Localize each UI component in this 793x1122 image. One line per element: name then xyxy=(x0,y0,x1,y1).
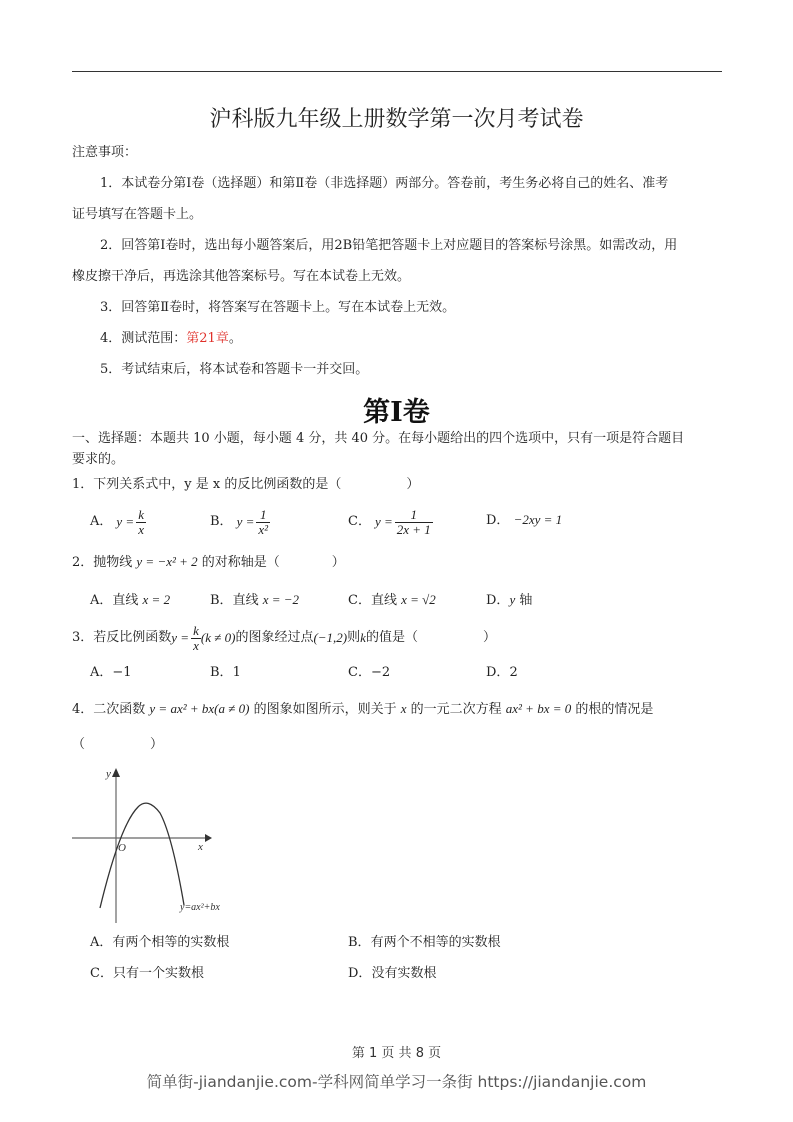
question-4-stem: 4．二次函数 y = ax² + bx(a ≠ 0) 的图象如图所示，则关于 x 的一元二次方程 ax² + bx = 0 的根的情况是 xyxy=(72,701,654,717)
option-expr: −2xy = 1 xyxy=(513,512,563,527)
question-1-option-a xyxy=(90,506,146,538)
notice-item-2-line1: 2．回答第Ⅰ卷时，选出每小题答案后，用2B铅笔把答题卡上对应题目的答案标号涂黑。如需改动，用 xyxy=(100,238,678,253)
option-lhs: y = xyxy=(374,514,393,529)
notice-item-5: 5．考试结束后，将本试卷和答题卡一并交回。 xyxy=(100,362,369,377)
notice-item-1-line2: 证号填写在答题卡上。 xyxy=(72,207,203,222)
question-2-option-c: C．直线 x = √2 xyxy=(348,592,436,608)
question-2-option-a: A．直线 x = 2 xyxy=(90,592,171,608)
question-4-option-b: B．有两个不相等的实数根 xyxy=(348,935,501,950)
question-2-option-b: B．直线 x = −2 xyxy=(210,592,300,608)
header-rule xyxy=(72,71,722,72)
notice-heading: 注意事项： xyxy=(72,145,138,160)
question-2-stem: 2．抛物线 y = −x² + 2 的对称轴是（ ） xyxy=(72,554,345,570)
parabola-figure xyxy=(60,755,260,930)
x-axis-label: x xyxy=(198,841,203,853)
notice-item-1-line1: 1．本试卷分第Ⅰ卷（选择题）和第Ⅱ卷（非选择题）两部分。答卷前，考生务必将自己的姓名、准考 xyxy=(100,176,669,191)
notice-item-4-suffix: 。 xyxy=(228,331,242,346)
question-4-option-a: A．有两个相等的实数根 xyxy=(90,935,230,950)
question-4-stem-line2: （ ） xyxy=(72,737,164,752)
option-lhs: y = xyxy=(236,514,255,529)
question-1-stem: 1．下列关系式中，y 是 x 的反比例函数的是（ ） xyxy=(72,477,420,492)
question-1-option-b xyxy=(210,506,270,538)
section-intro-line2: 要求的。 xyxy=(72,452,125,467)
watermark: 简单街-jiandanjie.com-学科网简单学习一条街 https://jiandanjie.com xyxy=(146,1073,647,1091)
question-3-option-d: D．2 xyxy=(486,665,518,680)
notice-item-3: 3．回答第Ⅱ卷时，将答案写在答题卡上。写在本试卷上无效。 xyxy=(100,300,456,315)
fraction: $\frac{k}{x}$ xyxy=(138,506,144,537)
question-2-option-d: D．y 轴 xyxy=(486,592,533,608)
y-axis-label: y xyxy=(106,768,111,780)
fraction: $\frac{1}{2x + 1}$ xyxy=(396,506,431,537)
section-title: 第Ⅰ卷 xyxy=(363,397,430,428)
notice-item-2-line2: 橡皮擦干净后，再选涂其他答案标号。写在本试卷上无效。 xyxy=(72,269,411,284)
question-3-stem: 3．若反比例函数 y = $\frac{k}{x}$ (k ≠ 0) 的图象经过点 (−1,2) 则 k 的值是（ ） xyxy=(72,622,496,653)
page-title: 沪科版九年级上册数学第一次月考试卷 xyxy=(209,107,584,132)
page-number: 第 1 页 共 8 页 xyxy=(351,1046,442,1061)
option-lhs: y = xyxy=(116,514,135,529)
curve-label: y=ax²+bx xyxy=(180,902,220,913)
option-label: D． xyxy=(486,513,510,528)
test-scope-highlight: 第21章 xyxy=(186,331,229,346)
question-1-option-d xyxy=(486,511,562,530)
question-3-option-a: A．−1 xyxy=(90,665,132,680)
option-label: C． xyxy=(348,514,371,529)
origin-label: O xyxy=(118,842,126,854)
option-label: A． xyxy=(90,514,113,529)
question-3-option-c: C．−2 xyxy=(348,665,391,680)
question-4-option-c: C．只有一个实数根 xyxy=(90,966,204,981)
fraction: $\frac{1}{\text{x²}}$ xyxy=(258,506,269,537)
question-1-option-c xyxy=(348,506,433,538)
option-label: B． xyxy=(210,514,233,529)
notice-item-4-prefix: 4．测试范围： xyxy=(100,331,187,346)
section-intro-line1: 一、选择题：本题共 10 小题，每小题 4 分，共 40 分。在每小题给出的四个选项中，只有一项是符合题目 xyxy=(72,431,685,446)
notice-item-4 xyxy=(100,330,242,348)
question-4-option-d: D．没有实数根 xyxy=(348,966,437,981)
fraction: $\frac{k}{x}$ xyxy=(193,622,199,653)
question-3-option-b: B．1 xyxy=(210,665,241,680)
